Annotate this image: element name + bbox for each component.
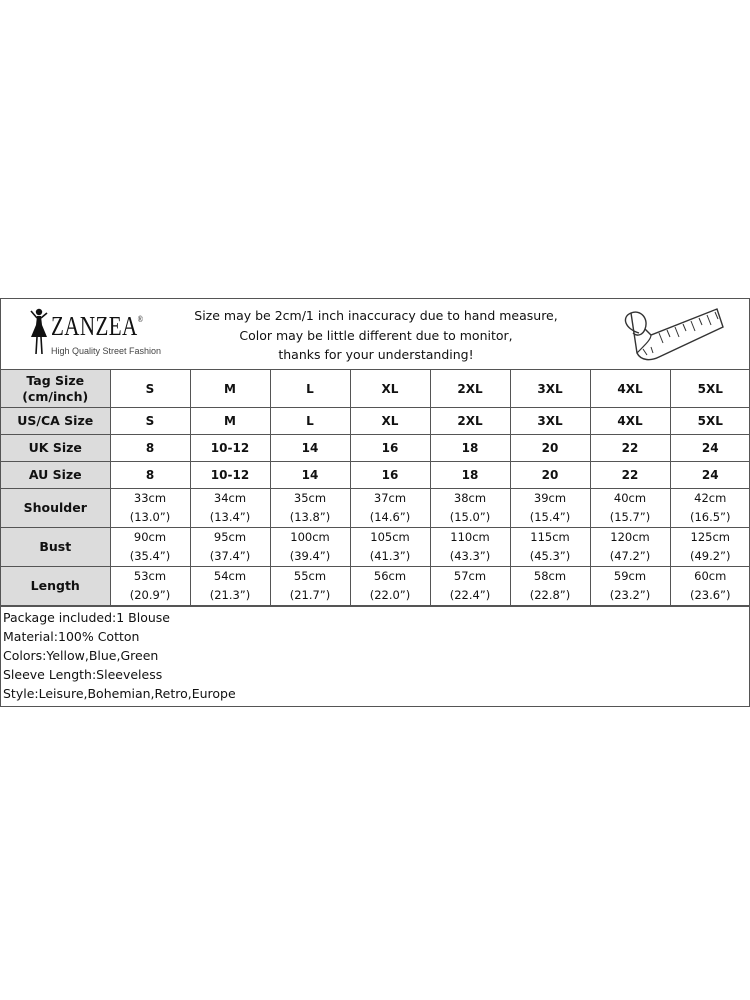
row-label: Tag Size (cm/inch) (1, 370, 110, 408)
table-cell: 22 (590, 462, 670, 489)
table-cell: S (110, 408, 190, 435)
woman-silhouette-icon (27, 307, 51, 357)
table-cell: 3XL (510, 408, 590, 435)
row-label: Shoulder (1, 489, 110, 528)
info-package: Package included:1 Blouse (3, 610, 170, 625)
table-cell: 2XL (430, 370, 510, 408)
table-cell: 40cm (15.7”) (590, 489, 670, 528)
table-cell: 38cm (15.0”) (430, 489, 510, 528)
table-cell: 16 (350, 435, 430, 462)
table-cell: M (190, 370, 270, 408)
notice-line: Size may be 2cm/1 inch inaccuracy due to hand measure, (194, 308, 558, 323)
table-cell: 3XL (510, 370, 590, 408)
table-row (1, 489, 750, 528)
table-cell: 4XL (590, 408, 670, 435)
row-label: Length (1, 567, 110, 606)
table-row (1, 567, 750, 606)
table-cell: 24 (670, 462, 750, 489)
row-label: UK Size (1, 435, 110, 462)
table-row (1, 435, 750, 462)
table-cell: 5XL (670, 370, 750, 408)
table-cell: 14 (270, 435, 350, 462)
table-cell: 22 (590, 435, 670, 462)
measuring-tape-icon (619, 303, 729, 365)
table-cell: 20 (510, 435, 590, 462)
row-label: AU Size (1, 462, 110, 489)
table-cell: 18 (430, 462, 510, 489)
brand-logo (11, 305, 211, 363)
table-cell: 110cm (43.3”) (430, 528, 510, 567)
table-cell: 56cm (22.0”) (350, 567, 430, 606)
table-cell: 54cm (21.3”) (190, 567, 270, 606)
table-cell: 125cm (49.2”) (670, 528, 750, 567)
product-info (1, 606, 749, 706)
table-cell: 8 (110, 435, 190, 462)
table-cell: M (190, 408, 270, 435)
brand-name: ZANZEA® (51, 311, 144, 341)
table-row (1, 528, 750, 567)
size-chart (0, 298, 750, 707)
table-cell: 95cm (37.4”) (190, 528, 270, 567)
info-style: Style:Leisure,Bohemian,Retro,Europe (3, 686, 236, 701)
table-cell: 90cm (35.4”) (110, 528, 190, 567)
table-cell: 5XL (670, 408, 750, 435)
table-cell: 8 (110, 462, 190, 489)
table-cell: 16 (350, 462, 430, 489)
table-cell: 39cm (15.4”) (510, 489, 590, 528)
info-material: Material:100% Cotton (3, 629, 140, 644)
table-cell: 14 (270, 462, 350, 489)
table-cell: 10-12 (190, 462, 270, 489)
table-cell: 53cm (20.9”) (110, 567, 190, 606)
info-sleeve: Sleeve Length:Sleeveless (3, 667, 163, 682)
table-cell: XL (350, 408, 430, 435)
table-cell: 115cm (45.3”) (510, 528, 590, 567)
table-cell: 60cm (23.6”) (670, 567, 750, 606)
table-cell: 58cm (22.8”) (510, 567, 590, 606)
row-label: Bust (1, 528, 110, 567)
brand-tagline: High Quality Street Fashion (51, 346, 162, 356)
table-cell: 18 (430, 435, 510, 462)
table-cell: 100cm (39.4”) (270, 528, 350, 567)
row-label: US/CA Size (1, 408, 110, 435)
notice-text (191, 306, 561, 365)
table-cell: 37cm (14.6”) (350, 489, 430, 528)
table-row (1, 370, 750, 408)
table-cell: L (270, 408, 350, 435)
info-colors: Colors:Yellow,Blue,Green (3, 648, 159, 663)
table-cell: 120cm (47.2”) (590, 528, 670, 567)
table-cell: XL (350, 370, 430, 408)
table-cell: 42cm (16.5”) (670, 489, 750, 528)
table-cell: S (110, 370, 190, 408)
table-cell: 59cm (23.2”) (590, 567, 670, 606)
table-cell: 2XL (430, 408, 510, 435)
table-row (1, 408, 750, 435)
table-row (1, 462, 750, 489)
size-table (1, 370, 750, 606)
notice-line: Color may be little different due to monitor, (239, 327, 513, 343)
table-cell: 10-12 (190, 435, 270, 462)
table-cell: 57cm (22.4”) (430, 567, 510, 606)
table-cell: 34cm (13.4”) (190, 489, 270, 528)
table-cell: 4XL (590, 370, 670, 408)
table-cell: 105cm (41.3”) (350, 528, 430, 567)
table-cell: 35cm (13.8”) (270, 489, 350, 528)
table-cell: 24 (670, 435, 750, 462)
table-cell: 33cm (13.0”) (110, 489, 190, 528)
chart-header (1, 299, 749, 370)
table-cell: 20 (510, 462, 590, 489)
notice-line: thanks for your understanding! (278, 347, 474, 362)
table-cell: 55cm (21.7”) (270, 567, 350, 606)
table-cell: L (270, 370, 350, 408)
